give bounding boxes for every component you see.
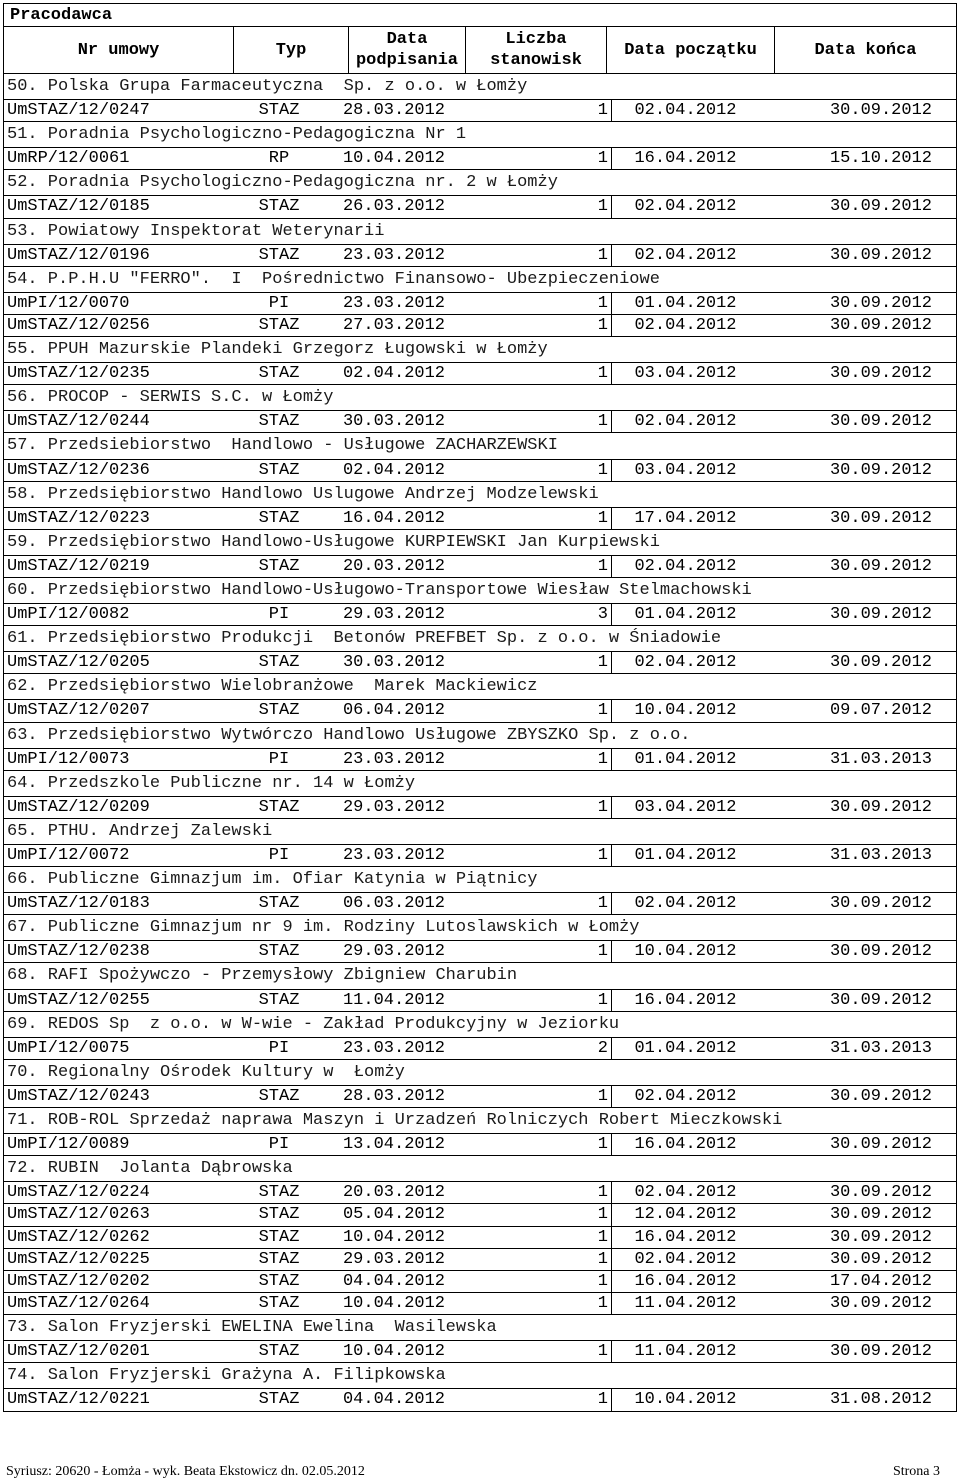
- start-date-cell: 03.04.2012: [634, 460, 737, 480]
- contract-type-cell: STAZ: [258, 1183, 300, 1203]
- employer-row: 55. PPUH Mazurskie Plandeki Grzegorz Ługowski w Łomży: [4, 337, 956, 363]
- contract-row: [4, 315, 956, 337]
- end-date-cell: 30.09.2012: [829, 1341, 932, 1361]
- contract-type-cell: STAZ: [258, 315, 300, 335]
- contract-type-cell: STAZ: [258, 942, 300, 962]
- contract-number-cell: UmPI/12/0082: [7, 605, 130, 625]
- employer-row: 63. Przedsiębiorstwo Wytwórczo Handlowo Usługowe ZBYSZKO Sp. z o.o.: [4, 723, 956, 749]
- end-date-cell: 30.09.2012: [829, 460, 932, 480]
- signing-date-cell: 10.04.2012: [342, 1293, 446, 1313]
- contract-number-cell: UmSTAZ/12/0238: [7, 942, 150, 962]
- positions-count-cell: 1: [469, 652, 612, 673]
- contract-row: [4, 508, 956, 530]
- positions-count-cell: 1: [469, 411, 612, 432]
- employer-row: 59. Przedsiębiorstwo Handlowo-Usługowe KURPIEWSKI Jan Kurpiewski: [4, 530, 956, 556]
- end-date-cell: 30.09.2012: [829, 412, 932, 432]
- employer-row: 56. PROCOP - SERWIS S.C. w Łomży: [4, 385, 956, 411]
- start-date-cell: 01.04.2012: [634, 605, 737, 625]
- contract-type-cell: STAZ: [258, 1086, 300, 1106]
- contract-number-cell: UmSTAZ/12/0209: [7, 797, 150, 817]
- end-date-cell: 30.09.2012: [829, 315, 932, 335]
- signing-date-cell: 23.03.2012: [342, 245, 446, 265]
- contract-type-cell: STAZ: [258, 1249, 300, 1269]
- contract-number-cell: UmPI/12/0075: [7, 1038, 130, 1058]
- col-header-data-podpisania-line1: Data: [386, 30, 428, 49]
- contract-number-cell: UmSTAZ/12/0202: [7, 1271, 150, 1291]
- start-date-cell: 03.04.2012: [634, 364, 737, 384]
- contract-row: [4, 797, 956, 819]
- contract-row: [4, 100, 956, 122]
- positions-count-cell: 1: [469, 1271, 612, 1292]
- positions-count-cell: 1: [469, 797, 612, 818]
- start-date-cell: 16.04.2012: [634, 1227, 737, 1247]
- contract-type-cell: STAZ: [258, 1341, 300, 1361]
- column-headers: [4, 27, 956, 74]
- end-date-cell: 30.09.2012: [829, 1183, 932, 1203]
- contract-type-cell: STAZ: [258, 101, 300, 121]
- end-date-cell: 30.09.2012: [829, 1293, 932, 1313]
- contract-type-cell: STAZ: [258, 245, 300, 265]
- employer-row: 61. Przedsiębiorstwo Produkcji Betonów PREFBET Sp. z o.o. w Śniadowie: [4, 626, 956, 652]
- col-header-data-konca: Data końca: [814, 40, 917, 60]
- positions-count-cell: 1: [469, 1204, 612, 1225]
- contract-type-cell: PI: [268, 846, 290, 865]
- contract-type-cell: STAZ: [258, 197, 300, 217]
- start-date-cell: 02.04.2012: [634, 315, 737, 335]
- contract-type-cell: STAZ: [258, 1227, 300, 1247]
- end-date-cell: 31.08.2012: [829, 1390, 932, 1410]
- signing-date-cell: 06.03.2012: [342, 894, 446, 914]
- col-header-data-podpisania-line2: podpisania: [355, 51, 459, 70]
- signing-date-cell: 02.04.2012: [342, 364, 446, 384]
- signing-date-cell: 27.03.2012: [342, 315, 446, 335]
- signing-date-cell: 28.03.2012: [342, 1086, 446, 1106]
- employer-row: 71. ROB-ROL Sprzedaż naprawa Maszyn i Urzadzeń Rolniczych Robert Mieczkowski: [4, 1108, 956, 1134]
- positions-count-cell: 1: [469, 100, 612, 121]
- positions-count-cell: 1: [469, 1134, 612, 1155]
- contract-number-cell: UmPI/12/0089: [7, 1135, 130, 1155]
- positions-count-cell: 1: [469, 196, 612, 217]
- col-header-typ: Typ: [234, 27, 349, 73]
- start-date-cell: 16.04.2012: [634, 1271, 737, 1291]
- contract-row: [4, 1249, 956, 1271]
- contract-row: [4, 1341, 956, 1363]
- employer-row: 72. RUBIN Jolanta Dąbrowska: [4, 1156, 956, 1182]
- positions-count-cell: 1: [469, 1389, 612, 1411]
- contract-type-cell: STAZ: [258, 1205, 300, 1225]
- start-date-cell: 10.04.2012: [634, 942, 737, 962]
- col-header-data-poczatku: Data początku: [607, 27, 775, 73]
- end-date-cell: 30.09.2012: [829, 364, 932, 384]
- end-date-cell: 30.09.2012: [829, 653, 932, 673]
- positions-count-cell: 3: [469, 604, 612, 625]
- start-date-cell: 01.04.2012: [634, 293, 737, 313]
- employer-row: 66. Publiczne Gimnazjum im. Ofiar Katynia w Piątnicy: [4, 867, 956, 893]
- contract-type-cell: STAZ: [258, 556, 300, 576]
- contract-number-cell: UmPI/12/0070: [7, 293, 130, 313]
- contract-number-cell: UmSTAZ/12/0219: [7, 556, 150, 576]
- employer-row: 60. Przedsiębiorstwo Handlowo-Usługowo-Transportowe Wiesław Stelmachowski: [4, 578, 956, 604]
- table-title: Pracodawca: [4, 4, 956, 27]
- contract-row: [4, 1293, 956, 1315]
- contract-number-cell: UmSTAZ/12/0201: [7, 1341, 150, 1361]
- contract-type-cell: PI: [268, 1135, 290, 1155]
- contract-type-cell: STAZ: [258, 1390, 300, 1410]
- start-date-cell: 02.04.2012: [634, 101, 737, 121]
- contract-number-cell: UmSTAZ/12/0196: [7, 245, 150, 265]
- contract-number-cell: UmSTAZ/12/0243: [7, 1086, 150, 1106]
- positions-count-cell: 1: [469, 990, 612, 1011]
- positions-count-cell: 1: [469, 1249, 612, 1270]
- contract-row: [4, 1086, 956, 1108]
- page-number: Strona 3: [892, 1464, 940, 1479]
- start-date-cell: 03.04.2012: [634, 797, 737, 817]
- contract-row: [4, 1134, 956, 1156]
- start-date-cell: 12.04.2012: [634, 1205, 737, 1225]
- positions-count-cell: 1: [469, 460, 612, 481]
- positions-count-cell: 1: [469, 315, 612, 336]
- employer-row: 74. Salon Fryzjerski Grażyna A. Filipkowska: [4, 1363, 956, 1389]
- table-body: [4, 74, 956, 1411]
- start-date-cell: 17.04.2012: [634, 508, 737, 528]
- col-header-nr-umowy: Nr umowy: [4, 27, 234, 73]
- contract-type-cell: RP: [268, 149, 290, 169]
- contract-row: [4, 1389, 956, 1411]
- contract-type-cell: PI: [268, 293, 290, 313]
- signing-date-cell: 30.03.2012: [342, 653, 446, 673]
- contract-row: [4, 845, 956, 867]
- employer-row: 50. Polska Grupa Farmaceutyczna Sp. z o.o. w Łomży: [4, 74, 956, 100]
- contract-row: [4, 363, 956, 385]
- positions-count-cell: 1: [469, 941, 612, 962]
- start-date-cell: 02.04.2012: [634, 653, 737, 673]
- start-date-cell: 02.04.2012: [634, 1249, 737, 1269]
- employer-row: 73. Salon Fryzjerski EWELINA Ewelina Wasilewska: [4, 1315, 956, 1341]
- positions-count-cell: 1: [469, 1341, 612, 1362]
- page-footer: [6, 1462, 940, 1482]
- start-date-cell: 02.04.2012: [634, 412, 737, 432]
- contract-row: [4, 1271, 956, 1293]
- employer-row: 68. RAFI Spożywczo - Przemysłowy Zbigniew Charubin: [4, 963, 956, 989]
- col-header-liczba-stanowisk-line2: stanowisk: [490, 51, 582, 70]
- contract-number-cell: UmSTAZ/12/0235: [7, 364, 150, 384]
- start-date-cell: 01.04.2012: [634, 846, 737, 865]
- contract-row: [4, 460, 956, 482]
- contract-type-cell: STAZ: [258, 1271, 300, 1291]
- signing-date-cell: 29.03.2012: [342, 1249, 446, 1269]
- contract-row: [4, 293, 956, 315]
- contract-type-cell: STAZ: [258, 990, 300, 1010]
- col-header-data-podpisania: [349, 27, 466, 73]
- start-date-cell: 02.04.2012: [634, 1183, 737, 1203]
- contract-number-cell: UmSTAZ/12/0264: [7, 1293, 150, 1313]
- end-date-cell: 30.09.2012: [829, 245, 932, 265]
- positions-count-cell: 1: [469, 1086, 612, 1107]
- contract-type-cell: STAZ: [258, 1293, 300, 1313]
- employer-row: 67. Publiczne Gimnazjum nr 9 im. Rodziny Lutoslawskich w Łomży: [4, 915, 956, 941]
- contract-row: [4, 990, 956, 1012]
- contract-number-cell: UmSTAZ/12/0224: [7, 1183, 150, 1203]
- contract-number-cell: UmSTAZ/12/0247: [7, 101, 150, 121]
- contract-number-cell: UmSTAZ/12/0221: [7, 1390, 150, 1410]
- end-date-cell: 30.09.2012: [829, 942, 932, 962]
- contract-row: [4, 148, 956, 170]
- signing-date-cell: 04.04.2012: [342, 1271, 446, 1291]
- employer-row: 65. PTHU. Andrzej Zalewski: [4, 819, 956, 845]
- signing-date-cell: 29.03.2012: [342, 605, 446, 625]
- start-date-cell: 10.04.2012: [634, 1390, 737, 1410]
- positions-count-cell: 1: [469, 845, 612, 866]
- contract-type-cell: STAZ: [258, 412, 300, 432]
- end-date-cell: 30.09.2012: [829, 990, 932, 1010]
- contract-type-cell: STAZ: [258, 460, 300, 480]
- positions-count-cell: 1: [469, 556, 612, 577]
- signing-date-cell: 10.04.2012: [342, 1341, 446, 1361]
- positions-count-cell: 1: [469, 148, 612, 169]
- employer-row: 62. Przedsiębiorstwo Wielobranżowe Marek Mackiewicz: [4, 674, 956, 700]
- contract-type-cell: STAZ: [258, 797, 300, 817]
- end-date-cell: 17.04.2012: [829, 1271, 932, 1291]
- start-date-cell: 02.04.2012: [634, 245, 737, 265]
- signing-date-cell: 20.03.2012: [342, 1183, 446, 1203]
- contract-row: [4, 941, 956, 963]
- signing-date-cell: 13.04.2012: [342, 1135, 446, 1155]
- employer-row: 53. Powiatowy Inspektorat Weterynarii: [4, 219, 956, 245]
- start-date-cell: 01.04.2012: [634, 1038, 737, 1058]
- contract-type-cell: STAZ: [258, 508, 300, 528]
- col-header-liczba-stanowisk-line1: Liczba: [505, 30, 567, 49]
- end-date-cell: 09.07.2012: [829, 701, 932, 721]
- signing-date-cell: 11.04.2012: [342, 990, 446, 1010]
- contract-row: [4, 411, 956, 433]
- signing-date-cell: 30.03.2012: [342, 412, 446, 432]
- end-date-cell: 30.09.2012: [829, 1135, 932, 1155]
- end-date-cell: 30.09.2012: [829, 797, 932, 817]
- end-date-cell: 30.09.2012: [829, 1249, 932, 1269]
- contract-number-cell: UmSTAZ/12/0255: [7, 990, 150, 1010]
- col-header-liczba-stanowisk: [466, 27, 607, 73]
- end-date-cell: 30.09.2012: [829, 1086, 932, 1106]
- employer-row: 69. REDOS Sp z o.o. w W-wie - Zakład Produkcyjny w Jeziorku: [4, 1012, 956, 1038]
- signing-date-cell: 29.03.2012: [342, 942, 446, 962]
- employer-contracts-table: [3, 3, 957, 1412]
- contract-type-cell: PI: [268, 749, 290, 769]
- signing-date-cell: 06.04.2012: [342, 701, 446, 721]
- contract-number-cell: UmSTAZ/12/0236: [7, 460, 150, 480]
- start-date-cell: 16.04.2012: [634, 149, 737, 169]
- positions-count-cell: 1: [469, 749, 612, 770]
- contract-number-cell: UmRP/12/0061: [7, 149, 130, 169]
- end-date-cell: 31.03.2013: [829, 749, 932, 769]
- positions-count-cell: 1: [469, 1293, 612, 1314]
- end-date-cell: 30.09.2012: [829, 1205, 932, 1225]
- contract-number-cell: UmSTAZ/12/0244: [7, 412, 150, 432]
- contract-type-cell: PI: [268, 1038, 290, 1058]
- contract-number-cell: UmSTAZ/12/0262: [7, 1227, 150, 1247]
- end-date-cell: 30.09.2012: [829, 197, 932, 217]
- positions-count-cell: 1: [469, 363, 612, 384]
- start-date-cell: 16.04.2012: [634, 990, 737, 1010]
- signing-date-cell: 04.04.2012: [342, 1390, 446, 1410]
- end-date-cell: 30.09.2012: [829, 508, 932, 528]
- employer-row: 51. Poradnia Psychologiczno-Pedagogiczna Nr 1: [4, 122, 956, 148]
- contract-number-cell: UmSTAZ/12/0256: [7, 315, 150, 335]
- contract-row: [4, 245, 956, 267]
- start-date-cell: 02.04.2012: [634, 556, 737, 576]
- employer-row: 54. P.P.H.U "FERRO". I Pośrednictwo Finansowo- Ubezpieczeniowe: [4, 267, 956, 293]
- employer-row: 57. Przedsiebiorstwo Handlowo - Usługowe ZACHARZEWSKI: [4, 433, 956, 459]
- contract-number-cell: UmPI/12/0072: [7, 846, 130, 865]
- start-date-cell: 02.04.2012: [634, 1086, 737, 1106]
- end-date-cell: 30.09.2012: [829, 1227, 932, 1247]
- start-date-cell: 11.04.2012: [634, 1341, 737, 1361]
- signing-date-cell: 02.04.2012: [342, 460, 446, 480]
- contract-type-cell: PI: [268, 605, 290, 625]
- signing-date-cell: 10.04.2012: [342, 149, 446, 169]
- contract-number-cell: UmSTAZ/12/0183: [7, 894, 150, 914]
- positions-count-cell: 2: [469, 1038, 612, 1059]
- end-date-cell: 30.09.2012: [829, 101, 932, 121]
- positions-count-cell: 1: [469, 245, 612, 266]
- positions-count-cell: 1: [469, 508, 612, 529]
- end-date-cell: 31.03.2013: [829, 1038, 932, 1058]
- signing-date-cell: 10.04.2012: [342, 1227, 446, 1247]
- signing-date-cell: 28.03.2012: [342, 101, 446, 121]
- contract-row: [4, 604, 956, 626]
- employer-row: 64. Przedszkole Publiczne nr. 14 w Łomży: [4, 771, 956, 797]
- signing-date-cell: 23.03.2012: [342, 293, 446, 313]
- start-date-cell: 16.04.2012: [634, 1135, 737, 1155]
- contract-number-cell: UmSTAZ/12/0207: [7, 701, 150, 721]
- signing-date-cell: 23.03.2012: [342, 1038, 446, 1058]
- contract-number-cell: UmSTAZ/12/0263: [7, 1205, 150, 1225]
- contract-row: [4, 749, 956, 771]
- contract-row: [4, 700, 956, 722]
- contract-number-cell: UmSTAZ/12/0223: [7, 508, 150, 528]
- contract-type-cell: STAZ: [258, 894, 300, 914]
- signing-date-cell: 16.04.2012: [342, 508, 446, 528]
- signing-date-cell: 05.04.2012: [342, 1205, 446, 1225]
- contract-number-cell: UmSTAZ/12/0205: [7, 653, 150, 673]
- signing-date-cell: 26.03.2012: [342, 197, 446, 217]
- contract-type-cell: STAZ: [258, 364, 300, 384]
- contract-row: [4, 652, 956, 674]
- contract-row: [4, 1227, 956, 1249]
- contract-row: [4, 196, 956, 218]
- positions-count-cell: 1: [469, 293, 612, 314]
- contract-type-cell: STAZ: [258, 653, 300, 673]
- contract-row: [4, 893, 956, 915]
- end-date-cell: 30.09.2012: [829, 894, 932, 914]
- contract-type-cell: STAZ: [258, 701, 300, 721]
- positions-count-cell: 1: [469, 893, 612, 914]
- signing-date-cell: 29.03.2012: [342, 797, 446, 817]
- start-date-cell: 10.04.2012: [634, 701, 737, 721]
- contract-row: [4, 1038, 956, 1060]
- positions-count-cell: 1: [469, 1182, 612, 1203]
- positions-count-cell: 1: [469, 700, 612, 721]
- contract-row: [4, 1182, 956, 1204]
- start-date-cell: 02.04.2012: [634, 894, 737, 914]
- start-date-cell: 11.04.2012: [634, 1293, 737, 1313]
- start-date-cell: 02.04.2012: [634, 197, 737, 217]
- employer-row: 70. Regionalny Ośrodek Kultury w Łomży: [4, 1060, 956, 1086]
- employer-row: 52. Poradnia Psychologiczno-Pedagogiczna nr. 2 w Łomży: [4, 170, 956, 196]
- contract-number-cell: UmSTAZ/12/0185: [7, 197, 150, 217]
- end-date-cell: 31.03.2013: [829, 846, 932, 865]
- contract-row: [4, 1204, 956, 1226]
- signing-date-cell: 20.03.2012: [342, 556, 446, 576]
- contract-number-cell: UmPI/12/0073: [7, 749, 130, 769]
- contract-number-cell: UmSTAZ/12/0225: [7, 1249, 150, 1269]
- employer-row: 58. Przedsiębiorstwo Handlowo Uslugowe Andrzej Modzelewski: [4, 482, 956, 508]
- signing-date-cell: 23.03.2012: [342, 846, 446, 865]
- contract-row: [4, 556, 956, 578]
- end-date-cell: 15.10.2012: [829, 149, 932, 169]
- positions-count-cell: 1: [469, 1227, 612, 1248]
- footer-info: Syriusz: 20620 - Łomża - wyk. Beata Ekstowicz dn. 02.05.2012: [6, 1464, 365, 1479]
- end-date-cell: 30.09.2012: [829, 556, 932, 576]
- start-date-cell: 01.04.2012: [634, 749, 737, 769]
- end-date-cell: 30.09.2012: [829, 293, 932, 313]
- signing-date-cell: 23.03.2012: [342, 749, 446, 769]
- end-date-cell: 30.09.2012: [829, 605, 932, 625]
